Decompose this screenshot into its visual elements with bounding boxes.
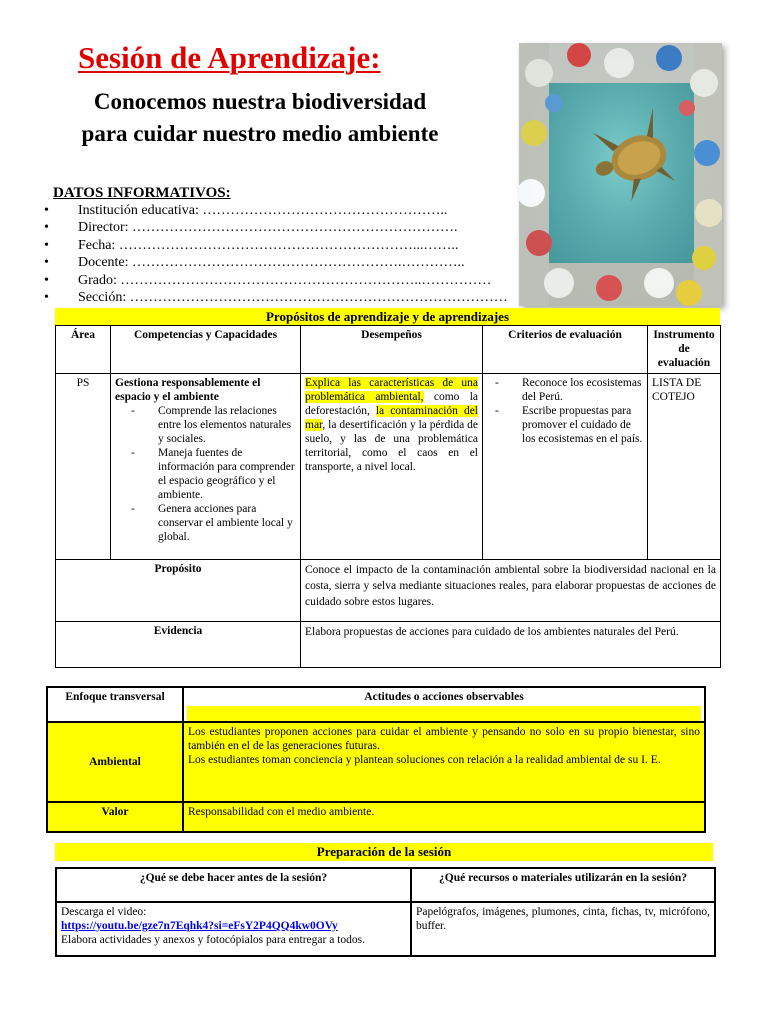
datos-item-grado: • Grado: ………………………………………………………..…………… (44, 272, 492, 288)
desempeno-cell: Explica las características de una problemática ambiental, como la deforestación, la contaminación del mar, la desertificación y la pérdida de suelo, y las de una problemática territorial, como el caos en el transporte, a nivel local. (301, 374, 483, 560)
preparacion-band: Preparación de la sesión (55, 843, 713, 861)
datos-item-fecha: • Fecha: ………………………………………………………...…….. (44, 237, 459, 253)
preparacion-table (55, 867, 716, 957)
recursos-cell: Papelógrafos, imágenes, plumones, cinta, fichas, tv, micrófono, buffer. (411, 902, 715, 956)
instrumento-cell: LISTA DE COTEJO (648, 374, 721, 560)
header-actitudes: Actitudes o acciones observables (183, 687, 705, 722)
subtitle-line-2: para cuidar nuestro medio ambiente (81, 121, 439, 146)
desempeno-highlight-1: Explica las características de una problemática ambiental, (305, 377, 478, 403)
valor-text: Responsabilidad con el medio ambiente. (183, 802, 705, 832)
enfoque-table (46, 686, 706, 833)
subtitle-line-1: Conocemos nuestra biodiversidad (93, 89, 427, 114)
capacidad-item: - Maneja fuentes de información para comprender el espacio geográfico y el ambiente. (131, 447, 295, 501)
evidencia-label: Evidencia (56, 622, 301, 668)
valor-label: Valor (47, 802, 183, 832)
ambiental-text: Los estudiantes proponen acciones para cuidar el ambiente y pensando no solo en su propio bienestar, sino también en el de las generaciones futuras. Los estudiantes toman conciencia y plantean soluciones con relación a la realidad ambiental de su I. E. (183, 722, 705, 802)
capacidades-list (115, 404, 296, 544)
header-instrumento: Instrumento de evaluación (648, 326, 721, 374)
proposito-text: Conoce el impacto de la contaminación ambiental sobre la biodiversidad nacional en la costa, sierra y selva mediante situaciones reales, para elaborar propuestas de acciones de cuidado sobre estos lugares. (301, 560, 721, 622)
header-competencias: Competencias y Capacidades (111, 326, 301, 374)
datos-item-docente: • Docente: ………………………………………………….………….. (44, 255, 465, 271)
header-area: Área (56, 326, 111, 374)
video-link[interactable]: https://youtu.be/gze7n7Eqhk4?si=eFsY2P4QQ4kw0OVy (61, 920, 338, 932)
antes-cell: Descarga el video: https://youtu.be/gze7n7Eqhk4?si=eFsY2P4QQ4kw0OVy Elabora actividades y anexos y fotocópialos para entregar a todos. (56, 902, 411, 956)
datos-item-seccion: • Sección: ……………………………………………………………………… (44, 289, 508, 305)
header-enfoque: Enfoque transversal (47, 687, 183, 722)
header-antes: ¿Qué se debe hacer antes de la sesión? (56, 868, 411, 902)
datos-informativos-list (30, 202, 530, 306)
header-highlight (187, 706, 701, 721)
datos-item-institucion: • Institución educativa: …………………………………………….. (44, 203, 448, 218)
session-subtitle (40, 86, 480, 150)
criterio-item: - Reconoce los ecosistemas del Perú. (495, 377, 642, 403)
header-criterios: Criterios de evaluación (483, 326, 648, 374)
ambiental-label: Ambiental (47, 722, 183, 802)
session-title: Sesión de Aprendizaje: (78, 40, 381, 75)
datos-item-director: • Director: ……………………………………………………………. (44, 220, 458, 236)
capacidad-item: - Genera acciones para conservar el ambiente local y global. (131, 503, 293, 543)
competencias-cell (111, 374, 301, 560)
capacidad-item: - Comprende las relaciones entre los elementos naturales y sociales. (131, 405, 292, 445)
area-cell: PS (56, 374, 111, 560)
proposito-label: Propósito (56, 560, 301, 622)
datos-informativos-heading: DATOS INFORMATIVOS: (53, 185, 231, 201)
propositos-table (55, 325, 721, 668)
propositos-band: Propósitos de aprendizaje y de aprendizajes (55, 308, 720, 325)
criterios-cell (483, 374, 648, 560)
criterios-list (487, 376, 643, 446)
desempeno-highlight-2: la contaminación del mar (305, 405, 478, 431)
header-recursos: ¿Qué recursos o materiales utilizarán en la sesión? (411, 868, 715, 902)
evidencia-text: Elabora propuestas de acciones para cuidado de los ambientes naturales del Perú. (301, 622, 721, 668)
sea-turtle-pollution-photo (519, 43, 722, 306)
header-desempenos: Desempeños (301, 326, 483, 374)
criterio-item: - Escribe propuestas para promover el cuidado de los ecosistemas en el país. (495, 405, 643, 445)
turtle-illustration (519, 43, 722, 306)
competencia-title: Gestiona responsablemente el espacio y el ambiente (115, 377, 261, 403)
